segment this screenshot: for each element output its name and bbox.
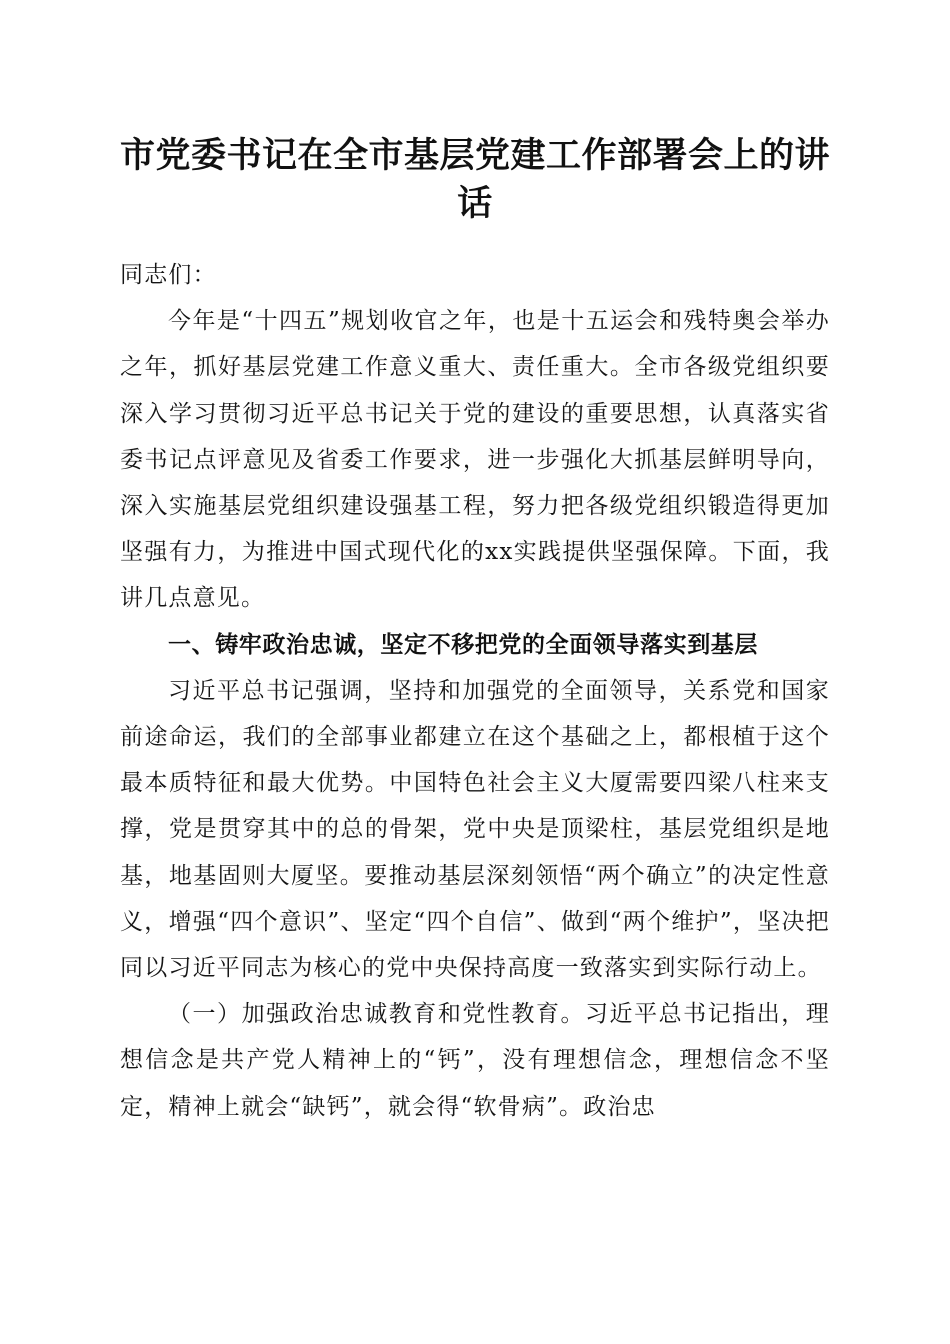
salutation: 同志们：: [120, 262, 217, 288]
document-body: [120, 252, 830, 1130]
subsection-text: 习近平总书记指出，理想信念是共产党人精神上的“钙”，没有理想信念，理想信念不坚定，精神上就会“缺钙”，就会得“软骨病”。政治忠: [120, 1001, 831, 1120]
document-title: 市党委书记在全市基层党建工作部署会上的讲话: [119, 135, 830, 224]
subsection-heading: （一）加强政治忠诚教育和党性教育。: [168, 1001, 586, 1028]
section-1-paragraph: 习近平总书记强调，坚持和加强党的全面领导，关系党和国家前途命运，我们的全部事业都建立在这个基础之上，都根植于这个最本质特征和最大优势。中国特色社会主义大厦需要四梁八柱来支撑，党是贯穿其中的总的骨架，党中央是顶梁柱，基层党组织是地基，地基固则大厦坚。要推动基层深刻领悟“两个确立”的决定性意义，增强“四个意识”、坚定“四个自信”、做到“两个维护”，坚决把同以习近平同志为核心的党中央保持高度一致落实到实际行动上。: [120, 677, 830, 982]
section-heading-1: 一、铸牢政治忠诚，坚定不移把党的全面领导落实到基层: [168, 631, 758, 658]
subsection-1-paragraph: [120, 991, 830, 1130]
intro-paragraph: 今年是“十四五”规划收官之年，也是十五运会和残特奥会举办之年，抓好基层党建工作意义重大、责任重大。全市各级党组织要深入学习贯彻习近平总书记关于党的建设的重要思想，认真落实省委书记点评意见及省委工作要求，进一步强化大抓基层鲜明导向，深入实施基层党组织建设强基工程，努力把各级党组织锻造得更加坚强有力，为推进中国式现代化的xx实践提供坚强保障。下面，我讲几点意见。: [120, 308, 830, 612]
